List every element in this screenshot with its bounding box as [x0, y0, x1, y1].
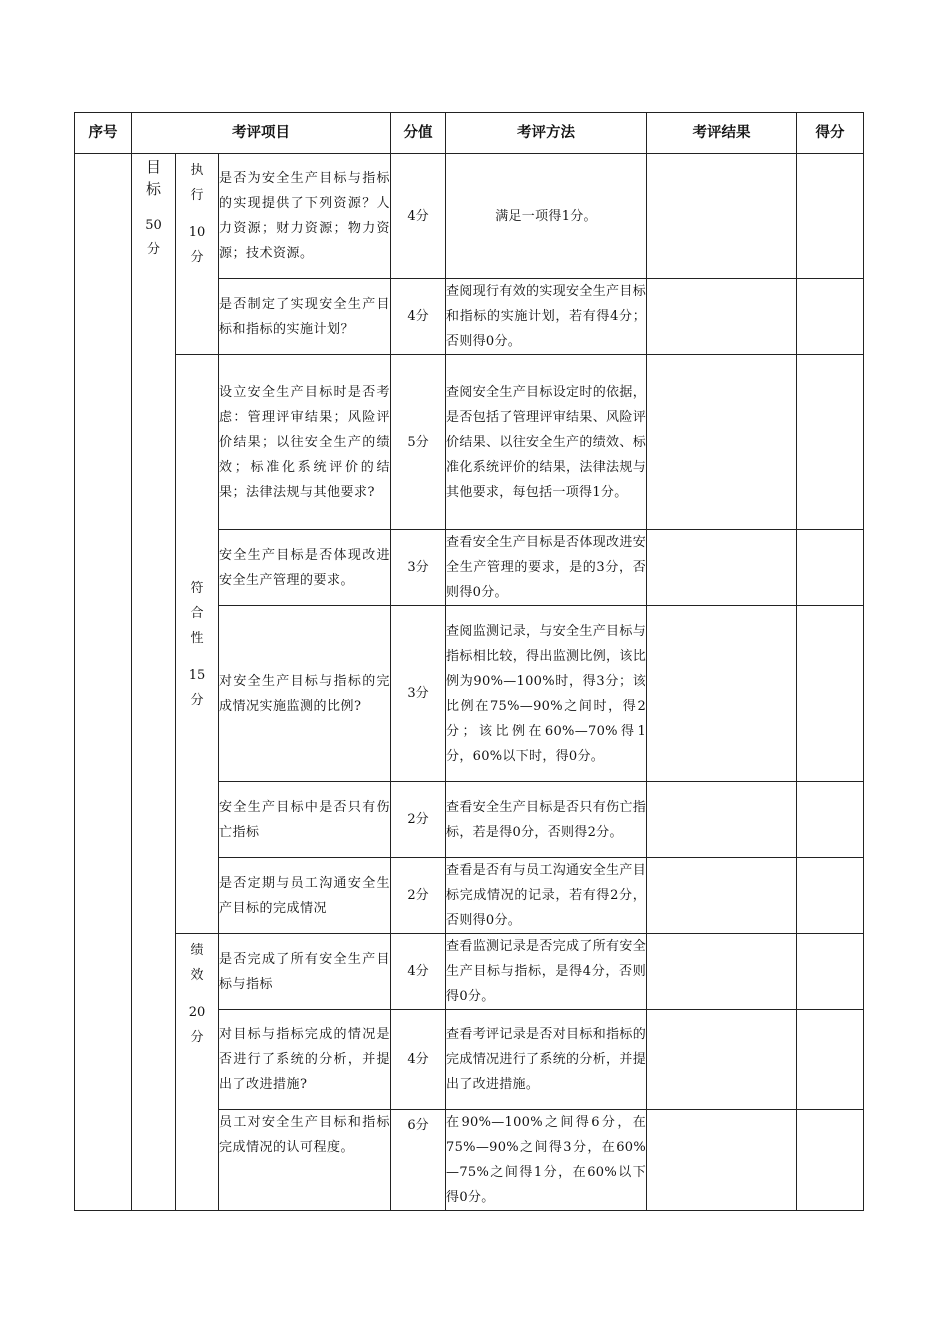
points-cell[interactable] [797, 1110, 864, 1211]
item-text: 是否完成了所有安全生产目标与指标 [219, 934, 391, 1010]
table-row [75, 934, 864, 1010]
method-text: 满足一项得1分。 [446, 154, 647, 279]
group-execution-cell [176, 154, 219, 355]
section-points: 50 分 [145, 218, 162, 257]
method-text: 查看安全生产目标是否只有伤亡指标，若是得0分，否则得2分。 [446, 782, 647, 858]
group-label: 绩 效 [190, 943, 204, 983]
result-cell[interactable] [647, 530, 797, 606]
method-text: 查阅现行有效的实现安全生产目标和指标的实施计划，若有得4分；否则得0分。 [446, 279, 647, 355]
evaluation-table [74, 112, 864, 1211]
method-text: 查看安全生产目标是否体现改进安全生产管理的要求，是的3分，否则得0分。 [446, 530, 647, 606]
score-value: 2分 [391, 858, 446, 934]
item-text: 对安全生产目标与指标的完成情况实施监测的比例? [219, 606, 391, 782]
method-text: 查阅安全生产目标设定时的依据，是否包括了管理评审结果、风险评价结果、以往安全生产的绩效、标准化系统评价的结果，法律法规与其他要求，每包括一项得1分。 [446, 355, 647, 530]
header-score: 分值 [391, 113, 446, 154]
result-cell[interactable] [647, 934, 797, 1010]
result-cell[interactable] [647, 154, 797, 279]
header-serial-no: 序号 [75, 113, 132, 154]
result-cell[interactable] [647, 858, 797, 934]
points-cell[interactable] [797, 530, 864, 606]
group-label: 执 行 [190, 163, 204, 203]
section-category-cell [132, 154, 176, 1211]
result-cell[interactable] [647, 279, 797, 355]
group-conformity-cell [176, 355, 219, 934]
item-text: 安全生产目标中是否只有伤亡指标 [219, 782, 391, 858]
result-cell[interactable] [647, 355, 797, 530]
score-value: 3分 [391, 530, 446, 606]
method-text: 在90%—100%之间得6分，在75%—90%之间得3分，在60%—75%之间得1分，在60%以下得0分。 [446, 1110, 647, 1211]
item-text: 安全生产目标是否体现改进安全生产管理的要求。 [219, 530, 391, 606]
header-evaluation-method: 考评方法 [446, 113, 647, 154]
table-row [75, 355, 864, 530]
result-cell[interactable] [647, 782, 797, 858]
header-evaluation-result: 考评结果 [647, 113, 797, 154]
group-performance-cell [176, 934, 219, 1211]
header-points: 得分 [797, 113, 864, 154]
score-value: 6分 [391, 1110, 446, 1211]
points-cell[interactable] [797, 154, 864, 279]
group-label: 符 合 性 [190, 580, 204, 646]
points-cell[interactable] [797, 858, 864, 934]
serial-no-cell [75, 154, 132, 1211]
table-row [75, 154, 864, 279]
score-value: 4分 [391, 154, 446, 279]
item-text: 是否为安全生产目标与指标的实现提供了下列资源？人力资源；财力资源；物力资源；技术资源。 [219, 154, 391, 279]
score-value: 2分 [391, 782, 446, 858]
group-points: 10 分 [188, 225, 206, 265]
item-text: 是否制定了实现安全生产目标和指标的实施计划？ [219, 279, 391, 355]
method-text: 查看监测记录是否完成了所有安全生产目标与指标，是得4分，否则得0分。 [446, 934, 647, 1010]
score-value: 4分 [391, 1010, 446, 1110]
group-points: 15 分 [188, 667, 206, 708]
header-evaluation-item: 考评项目 [132, 113, 391, 154]
item-text: 设立安全生产目标时是否考虑：管理评审结果；风险评价结果；以往安全生产的绩效；标准化系统评价的结果；法律法规与其他要求? [219, 355, 391, 530]
header-row [75, 113, 864, 154]
result-cell[interactable] [647, 1110, 797, 1211]
method-text: 查看考评记录是否对目标和指标的完成情况进行了系统的分析，并提出了改进措施。 [446, 1010, 647, 1110]
group-points: 20 分 [188, 1005, 206, 1045]
points-cell[interactable] [797, 606, 864, 782]
score-value: 3分 [391, 606, 446, 782]
points-cell[interactable] [797, 355, 864, 530]
item-text: 对目标与指标完成的情况是否进行了系统的分析，并提出了改进措施? [219, 1010, 391, 1110]
score-value: 5分 [391, 355, 446, 530]
points-cell[interactable] [797, 1010, 864, 1110]
score-value: 4分 [391, 934, 446, 1010]
section-label: 目 标 [145, 158, 161, 198]
points-cell[interactable] [797, 279, 864, 355]
result-cell[interactable] [647, 606, 797, 782]
points-cell[interactable] [797, 782, 864, 858]
score-value: 4分 [391, 279, 446, 355]
method-text: 查看是否有与员工沟通安全生产目标完成情况的记录，若有得2分，否则得0分。 [446, 858, 647, 934]
method-text: 查阅监测记录，与安全生产目标与指标相比较，得出监测比例，该比例为90%—100%时，得3分；该比例在75%—90%之间时，得2分；该比例在60%—70%得1分，60%以下时，得0分。 [446, 606, 647, 782]
points-cell[interactable] [797, 934, 864, 1010]
item-text: 员工对安全生产目标和指标完成情况的认可程度。 [219, 1110, 391, 1211]
result-cell[interactable] [647, 1010, 797, 1110]
item-text: 是否定期与员工沟通安全生产目标的完成情况 [219, 858, 391, 934]
